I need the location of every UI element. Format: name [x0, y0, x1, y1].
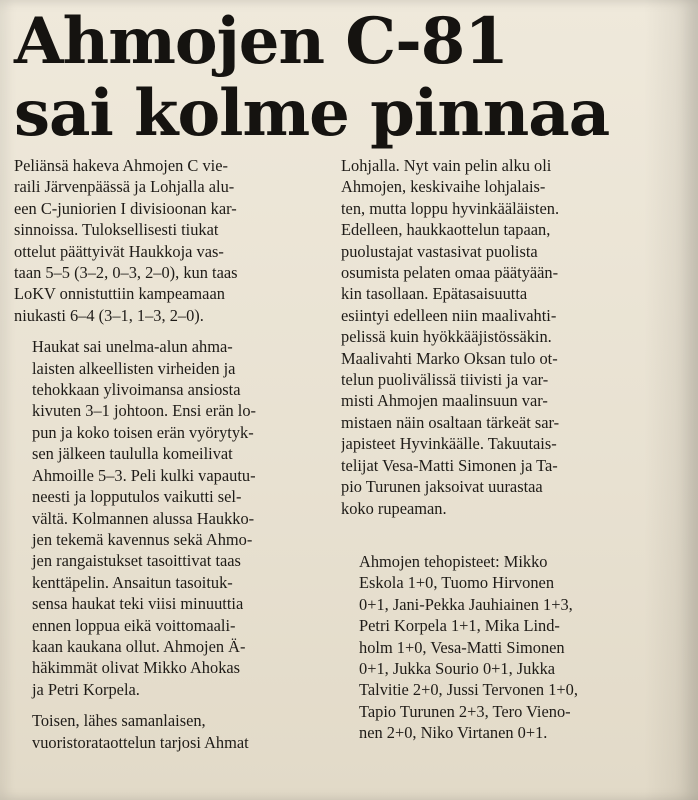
text-line: Tapio Turunen 2+3, Tero Vieno-	[359, 701, 571, 721]
text-line: telijat Vesa-Matti Simonen ja Ta-	[341, 455, 558, 475]
text-line: Ahmojen tehopisteet: Mikko	[359, 551, 548, 571]
text-line: ottelut päättyivät Haukkoja vas-	[14, 241, 224, 261]
text-line: kaan kaukana ollut. Ahmojen Ä-	[32, 636, 246, 656]
text-line: kivuten 3–1 johtoon. Ensi erän lo-	[32, 401, 256, 421]
text-line: 0+1, Jukka Sourio 0+1, Jukka	[359, 658, 556, 678]
text-line: sensa haukat teki viisi minuuttia	[32, 594, 244, 614]
text-line: ennen loppua eikä voittomaali-	[32, 615, 236, 635]
text-line: häkimmät olivat Mikko Ahokas	[32, 658, 241, 678]
text-line: nen 2+0, Niko Virtanen 0+1.	[359, 723, 548, 743]
text-line: mistaen näin osaltaan tärkeät sar-	[341, 412, 560, 432]
text-line: LoKV onnistuttiin kampeamaan	[14, 284, 225, 304]
text-line: koko rupeaman.	[341, 498, 447, 518]
text-line: osumista pelaten omaa päätyään-	[341, 263, 559, 283]
headline-line: Ahmojen C-81	[14, 4, 508, 79]
text-line: vältä. Kolmannen alussa Haukko-	[32, 508, 255, 528]
text-line: ten, mutta loppu hyvinkääläisten.	[341, 198, 560, 218]
text-line: sen jälkeen taululla komeilivat	[32, 444, 233, 464]
text-line: raili Järvenpäässä ja Lohjalla alu-	[14, 177, 235, 197]
text-line: tehokkaan ylivoimansa ansiosta	[32, 380, 241, 400]
text-line: jen tekemä kavennus sekä Ahmo-	[32, 529, 253, 549]
paragraph	[14, 155, 329, 326]
text-line: puolustajat vastasivat puolista	[341, 241, 538, 261]
text-line: kenttäpelin. Ansaitun tasoituk-	[32, 572, 233, 592]
text-line: Maalivahti Marko Oksan tulo ot-	[341, 348, 558, 368]
text-line: Haukat sai unelma-alun ahma-	[32, 337, 233, 357]
text-line: niukasti 6–4 (3–1, 1–3, 2–0).	[14, 305, 204, 325]
text-line: holm 1+0, Vesa-Matti Simonen	[359, 637, 565, 657]
paragraph	[341, 551, 643, 744]
text-line: Peliänsä hakeva Ahmojen C vie-	[14, 156, 228, 175]
text-line: 0+1, Jani-Pekka Jauhiainen 1+3,	[359, 594, 573, 614]
text-line: Ahmojen, keskivaihe lohjalais-	[341, 177, 546, 197]
right-column	[341, 155, 643, 744]
text-line: telun puolivälissä tiivisti ja var-	[341, 370, 549, 390]
text-line: Lohjalla. Nyt vain pelin alku oli	[341, 156, 552, 175]
text-line: taan 5–5 (3–2, 0–3, 2–0), kun taas	[14, 263, 238, 283]
text-line: laisten alkeellisten virheiden ja	[32, 358, 236, 378]
text-line: een C-juniorien I divisioonan kar-	[14, 198, 237, 218]
paragraph	[341, 155, 643, 519]
text-line: japisteet Hyvinkäälle. Takuutais-	[341, 434, 557, 454]
text-line: neesti ja lopputulos vaikutti sel-	[32, 487, 242, 507]
text-line: vuoristorataottelun tarjosi Ahmat	[32, 732, 249, 752]
left-column	[14, 155, 329, 753]
text-line: esiintyi edelleen niin maalivahti-	[341, 305, 557, 325]
text-line: Ahmoille 5–3. Peli kulki vapautu-	[32, 465, 256, 485]
text-line: pun ja koko toisen erän vyörytyk-	[32, 422, 254, 442]
text-line: pio Turunen jaksoivat uurastaa	[341, 477, 543, 497]
text-line: ja Petri Korpela.	[32, 679, 140, 699]
text-line: sinnoissa. Tuloksellisesti tiukat	[14, 220, 219, 240]
text-line: misti Ahmojen maalinsuun var-	[341, 391, 548, 411]
text-line: Petri Korpela 1+1, Mika Lind-	[359, 616, 560, 636]
text-line: pelissä kuin hyökkääjistössäkin.	[341, 327, 552, 347]
article-headline	[14, 6, 694, 150]
headline-line: sai kolme pinnaa	[14, 76, 610, 151]
text-line: Toisen, lähes samanlaisen,	[32, 711, 206, 731]
text-line: Edelleen, haukkaottelun tapaan,	[341, 220, 551, 240]
text-line: Talvitie 2+0, Jussi Tervonen 1+0,	[359, 680, 578, 700]
paragraph	[14, 336, 329, 700]
text-line: Eskola 1+0, Tuomo Hirvonen	[359, 573, 555, 593]
text-line: kin tasollaan. Epätasaisuutta	[341, 284, 528, 304]
paragraph	[14, 710, 329, 753]
text-line: jen rangaistukset tasoittivat taas	[32, 551, 241, 571]
